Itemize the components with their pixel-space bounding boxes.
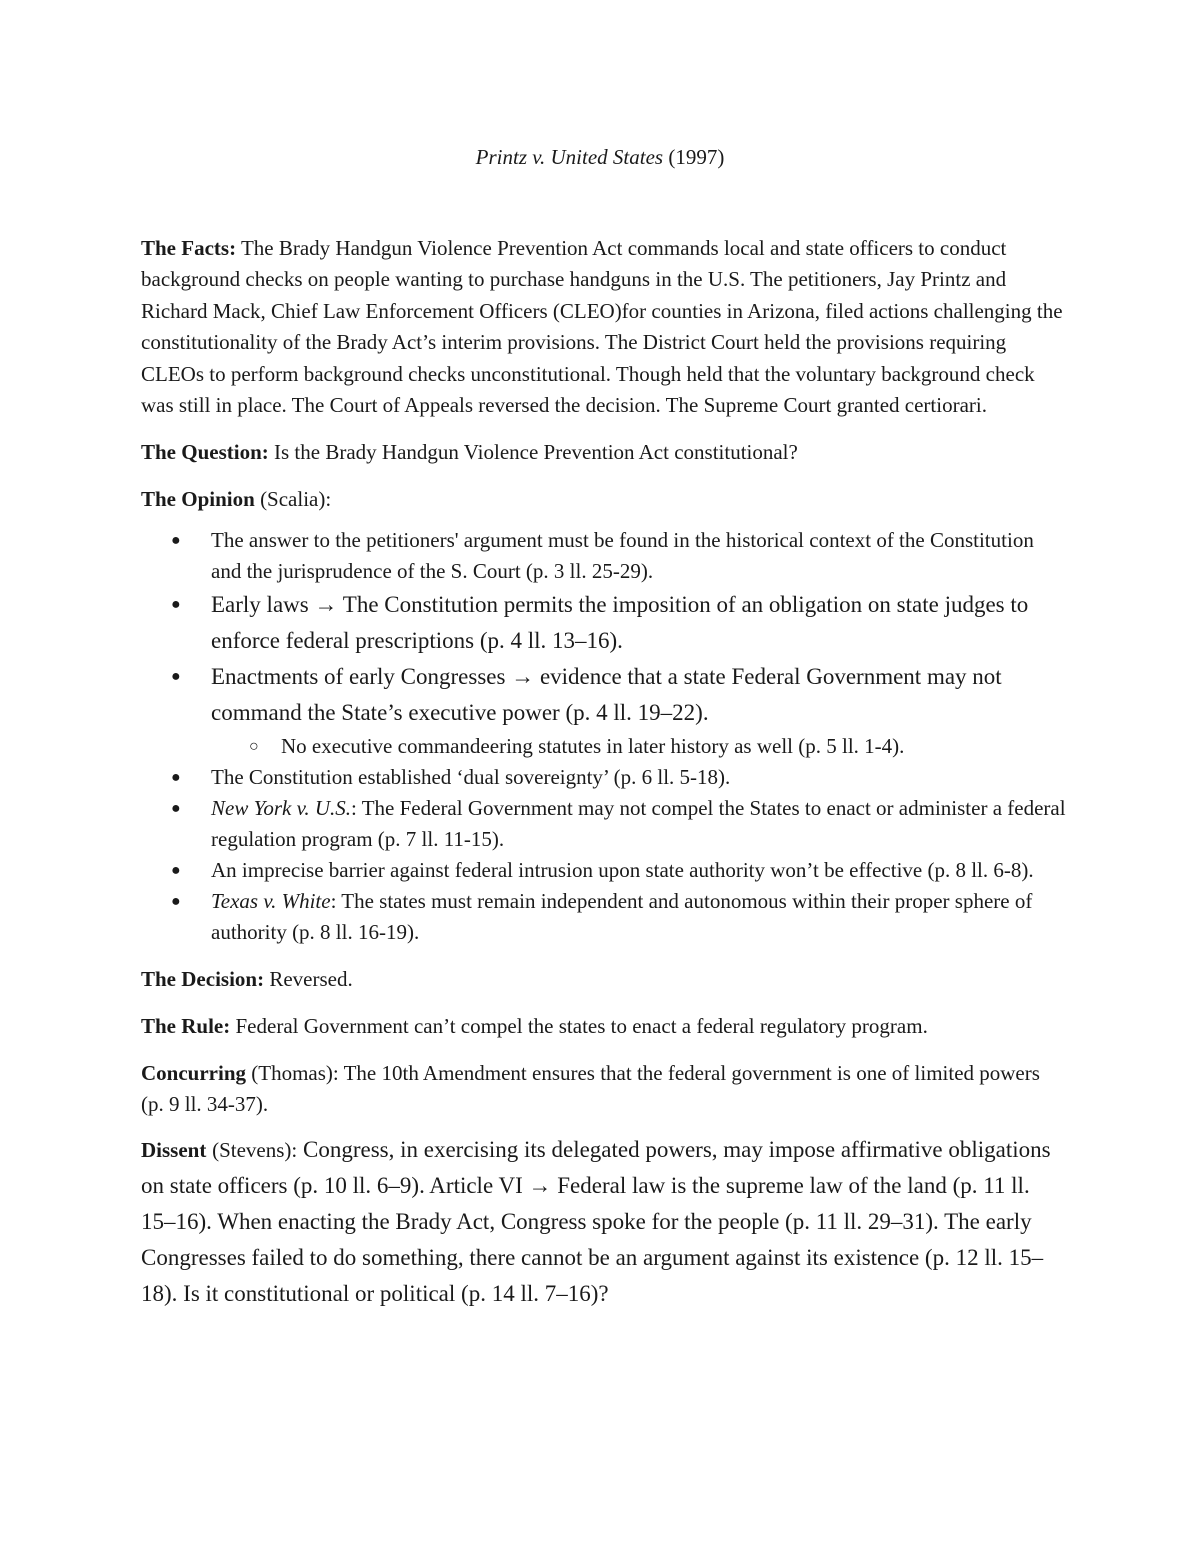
question-paragraph <box>141 437 1066 468</box>
facts-label: The Facts: <box>141 236 237 260</box>
sub-list-item <box>211 731 1066 762</box>
opinion-heading <box>141 484 1066 515</box>
list-item <box>141 793 1066 855</box>
list-item-text: The answer to the petitioners' argument must be found in the historical context of the Constitution and the jurisprudence of the S. Court (p. 3 ll. 25-29). <box>211 528 1034 584</box>
bullet-icon: ● <box>171 862 181 880</box>
facts-text: The Brady Handgun Violence Prevention Act commands local and state officers to conduct background checks on people wanting to purchase handguns in the U.S. The petitioners, Jay Printz and Richard Mack, Chief Law Enforcement Officers (CLEO)for counties in Arizona, filed actions challenging the constitutionality of the Brady Act’s interim provisions. The District Court held the provisions requiring CLEOs to perform background checks unconstitutional. Though held that the voluntary background check was still in place. The Court of Appeals reversed the decision. The Supreme Court granted certiorari. <box>141 236 1063 418</box>
list-item-text: : The Federal Government may not compel the States to enact or administer a federal regulation program (p. 7 ll. 11-15). <box>211 796 1066 852</box>
list-item-text: : The states must remain independent and autonomous within their proper sphere of authority (p. 8 ll. 16-19). <box>211 889 1033 945</box>
case-year: (1997) <box>668 145 725 169</box>
decision-paragraph <box>141 964 1066 995</box>
rule-text: Federal Government can’t compel the states to enact a federal regulatory program. <box>235 1014 928 1039</box>
bullet-icon: ● <box>171 668 181 686</box>
concurring-text: The 10th Amendment ensures that the federal government is one of limited powers (p. 9 ll. 34-37). <box>141 1061 1040 1117</box>
page-title <box>0 142 1200 172</box>
dissent-label: Dissent <box>141 1138 207 1163</box>
list-item <box>141 855 1066 886</box>
circle-bullet-icon: ○ <box>249 738 259 756</box>
bullet-icon: ● <box>171 800 181 818</box>
facts-paragraph <box>141 233 1066 421</box>
dissent-author: (Stevens): <box>212 1138 298 1163</box>
case-name: Printz v. United States <box>475 145 664 169</box>
bullet-icon: ● <box>171 596 181 614</box>
case-citation: Texas v. White <box>211 889 331 914</box>
list-item <box>141 762 1066 793</box>
list-item <box>141 525 1066 587</box>
question-label: The Question: <box>141 440 269 465</box>
concurring-label: Concurring <box>141 1061 246 1086</box>
decision-text: Reversed. <box>269 967 353 992</box>
question-text: Is the Brady Handgun Violence Prevention Act constitutional? <box>274 440 798 465</box>
bullet-icon: ● <box>171 532 181 550</box>
list-item <box>141 587 1066 659</box>
dissent-paragraph <box>141 1132 1066 1312</box>
bullet-icon: ● <box>171 769 181 787</box>
list-item <box>141 886 1066 948</box>
list-item-text: The Constitution established ‘dual sovereignty’ (p. 6 ll. 5-18). <box>211 765 731 790</box>
rule-label: The Rule: <box>141 1014 231 1039</box>
list-item <box>141 659 1066 762</box>
opinion-label: The Opinion <box>141 487 255 512</box>
opinion-list <box>141 525 1066 948</box>
opinion-author: (Scalia): <box>260 487 332 512</box>
list-item-text: An imprecise barrier against federal intrusion upon state authority won’t be effective (p. 8 ll. 6-8). <box>211 858 1034 883</box>
list-item-text: Early laws → The Constitution permits the imposition of an obligation on state judges to enforce federal prescriptions (p. 4 ll. 13–16). <box>211 592 1029 654</box>
concurring-paragraph <box>141 1058 1066 1120</box>
sub-list-item-text: No executive commandeering statutes in later history as well (p. 5 ll. 1-4). <box>281 734 905 759</box>
document-body <box>141 233 1066 1312</box>
dissent-text: Congress, in exercising its delegated powers, may impose affirmative obligations on state officers (p. 10 ll. 6–9). Article VI → Federal law is the supreme law of the land (p. 11 ll. 15–16). When enacting the Brady Act, Congress spoke for the people (p. 11 ll. 29–31). The early Congresses failed to do something, there cannot be an argument against its existence (p. 12 ll. 15–18). Is it constitutional or political (p. 14 ll. 7–16)? <box>141 1137 1051 1307</box>
rule-paragraph <box>141 1011 1066 1042</box>
concurring-author: (Thomas): <box>251 1061 339 1086</box>
bullet-icon: ● <box>171 893 181 911</box>
case-citation: New York v. U.S. <box>211 796 352 821</box>
list-item-text: Enactments of early Congresses → evidence that a state Federal Government may not command the State’s executive power (p. 4 ll. 19–22). <box>211 664 1002 726</box>
decision-label: The Decision: <box>141 967 265 992</box>
sub-list <box>211 731 1066 762</box>
